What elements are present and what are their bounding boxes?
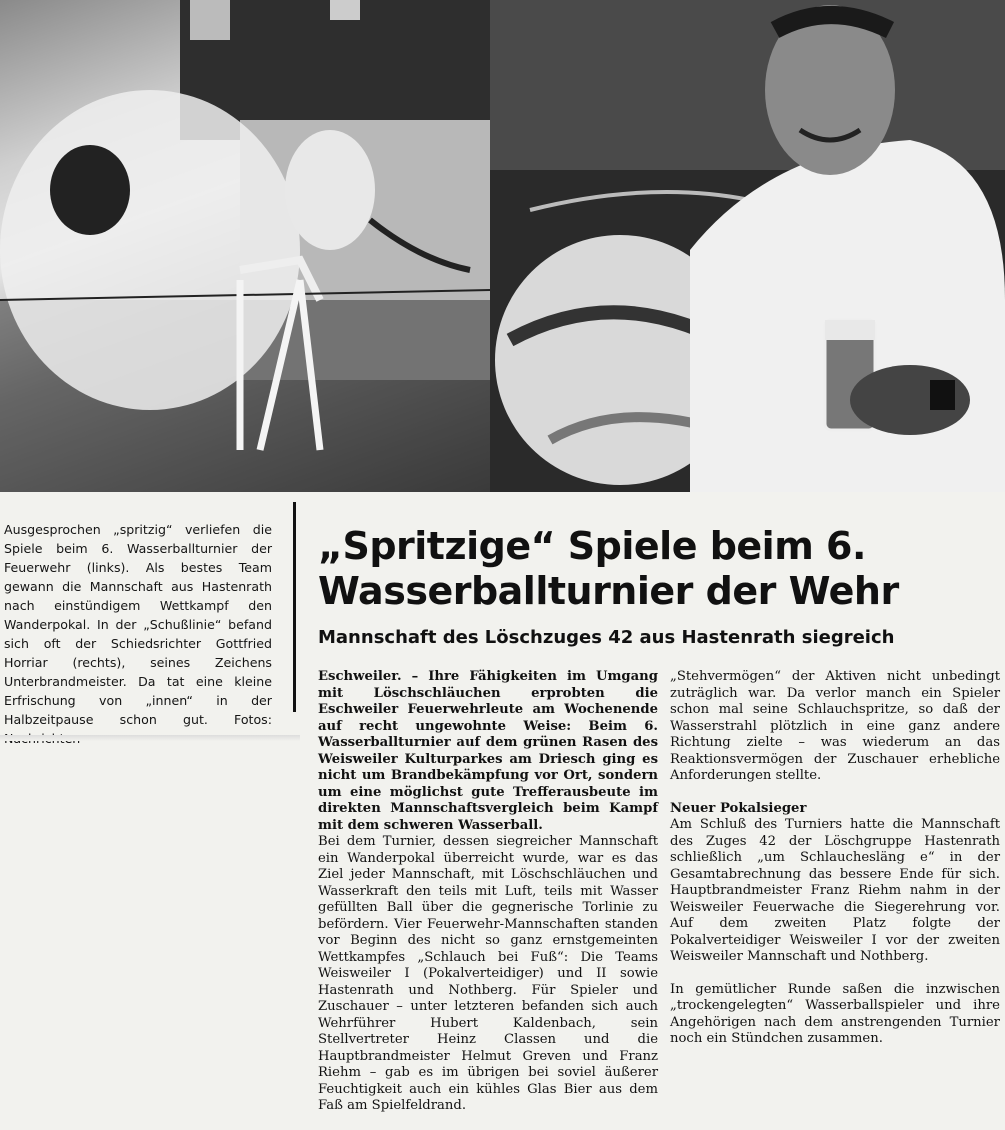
section-title: Neuer Pokalsieger [670, 800, 807, 816]
article-paragraph-1: Bei dem Turnier, dessen siegreicher Mannschaft ein Wanderpokal überreicht wurde, war es das Ziel jeder Mannschaft, mit Löschschläuchen und Wasserkraft den teils mit Luft, teils mit Wasser gefüllten Ball über die gegnerische Torlinie zu befördern. Vier Feuerwehr-Mannschaften standen vor Beginn des nicht so ganz ernstgemeinten Wettkampfes „Schlauch bei Fuß“: Die Teams Weisweiler I (Pokalverteidiger) und II sowie Hastenrath und Nothberg. Für Spieler und Zuschauer – unter letzteren befanden sich auch Wehrführer Hubert Kaldenbach, sein Stellvertreter Heinz Classen und die Hauptbrandmeister Helmut Greven und Franz Riehm – gab es im übrigen bei soviel äußerer Feuchtigkeit auch ein kühles Glas Bier aus dem Faß am Spielfeldrand. [318, 834, 658, 1113]
article-paragraph-2: „Stehvermögen“ der Aktiven nicht unbedingt zuträglich war. Da verlor manch ein Spieler schon mal seine Schlauchspritze, so daß der Wasserstrahl plötzlich in eine ganz andere Richtung zielte – was wiederum an das Reaktionsvermögen der Zuschauer erhebliche Anforderungen stellte. [670, 669, 1000, 783]
spray-scene-illustration [0, 0, 490, 492]
column-rule [293, 502, 296, 712]
headline-line-2: Wasserballturnier der Wehr [318, 569, 899, 613]
caption-separator [0, 735, 300, 741]
subheadline: Mannschaft des Löschzuges 42 aus Hastenrath siegreich [318, 627, 895, 648]
photo-caption: Ausgesprochen „spritzig“ verliefen die Spiele beim 6. Wasserballturnier der Feuerwehr (links). Als bestes Team gewann die Mannschaft aus Hastenrath nach einstündigem Wettkampf den Wanderpokal. In der „Schußlinie“ befand sich oft der Schiedsrichter Gottfried Horriar (rechts), seines Zeichens Unterbrandmeister. Da tat eine kleine Erfrischung von „innen“ in der Halbzeitpause schon gut. Fotos: [4, 522, 272, 727]
article-paragraph-3: Am Schluß des Turniers hatte die Mannschaft des Zuges 42 der Löschgruppe Hastenrath schließlich „um Schlauchesläng e“ in der Gesamtabrechnung das bessere Ende für sich. Hauptbrandmeister Franz Riehm nahm in der Weisweiler Feuerwache die Siegerehrung vor. Auf dem zweiten Platz folgte der Pokalverteidiger Weisweiler I vor der zweiten Weisweiler Mannschaft und Nothberg. [670, 817, 1000, 964]
referee-scene-illustration [490, 0, 1005, 492]
article-lead: Eschweiler. – Ihre Fähigkeiten im Umgang mit Löschschläuchen erprobten die Eschweiler Feuerwehrleute am Wochenende auf recht ungewohnte Weise: Beim 6. Wasserballturnier auf dem grünen Rasen des Weisweiler Kulturparkes am Driesch ging es nicht um Brandbekämpfung vor Ort, sondern um eine möglichst gute Trefferausbeute im direkten Mannschaftsvergleich beim Kampf mit dem schweren Wasserball. [318, 669, 658, 833]
photo-schiedsrichter-ball-bier [490, 0, 1005, 492]
headline [318, 524, 968, 614]
photo-wasserball-spray [0, 0, 490, 492]
article-column-2 [670, 669, 1000, 1048]
article-paragraph-4: In gemütlicher Runde saßen die inzwischen „trockengelegten“ Wasserballspieler und ihre Angehörigen nach dem anstrengenden Turnier noch ein Stündchen zusammen. [670, 981, 1000, 1046]
headline-line-1: „Spritzige“ Spiele beim 6. [318, 524, 866, 568]
article-column-1 [318, 669, 658, 1115]
